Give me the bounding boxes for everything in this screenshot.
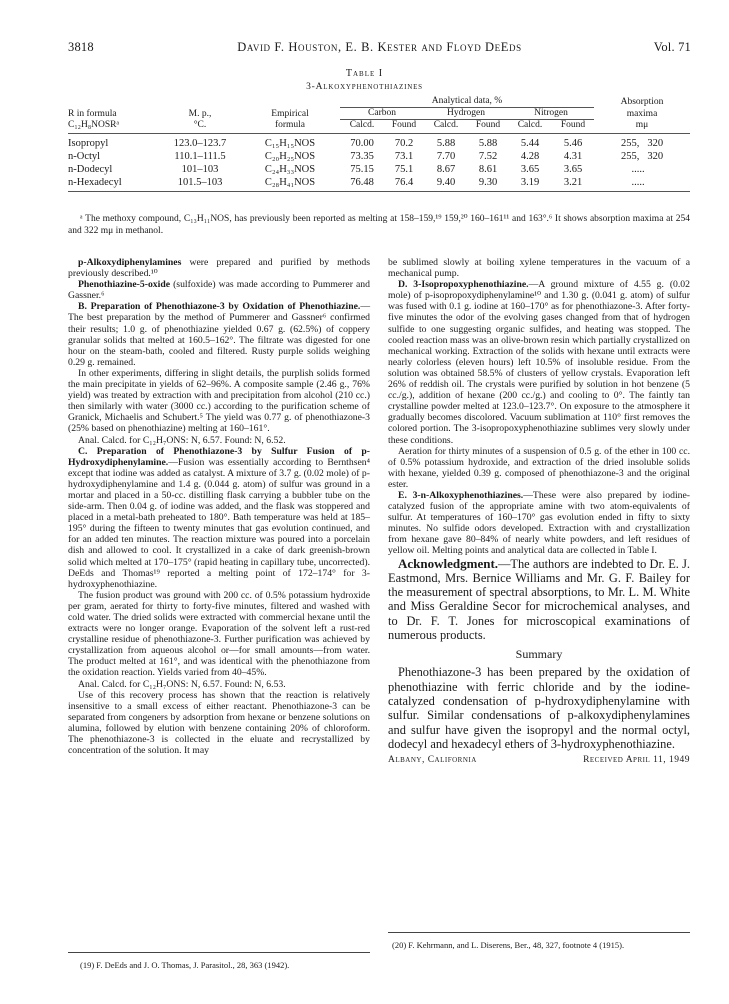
nitrogen-found-cell: 3.65 bbox=[563, 164, 583, 175]
paragraph bbox=[388, 490, 690, 557]
running-header bbox=[68, 40, 691, 58]
summary-text: Phenothiazone-3 has been prepared by the oxidation of phenothiazine with ferric chloride and by the iodine-catalyzed condensation of p-hydroxydiphenylamine with sulfur. Similar condensations of p-alkoxydiphenylamines and sulfur have given the isopropyl and the normal octyl, dodecyl and hexadecyl ethers of 3-hydroxyphenothiazine. bbox=[388, 665, 690, 751]
absorption-max-1: 255, bbox=[620, 138, 640, 149]
nitrogen-calcd-cell: 5.44 bbox=[520, 138, 540, 149]
paragraph-text: —A ground mixture of 4.55 g. (0.02 mole) of p-isopropoxydiphenylamine¹⁰ and 1.30 g. (0.041 g. atom) of sulfur was fused with 0.1 g. iodine at 160–170° as for phenothiazone-3. After forty-five minutes the odor of the evolving gases changed from that of hydrogen sulfide to one suggesting organic sulfides, and heating was stopped. The cooled reaction mass was an olive-brown resin which partially crystallized on mechanical working. Extraction of the solids with hexane until extracts were nearly colorless (eleven hours) left 10.5% of insoluble residue. From the solution was obtained 58.5% of clusters of yellow crystals. Evaporation left 26% of reddish oil. The crystals were purified by solution in hot benzene (5 cc./g.), addition of hexane (200 cc./g.) and cooling to 0°. The faintly tan crystalline powder melted at 123.0–123.7°. On exposure to the atmosphere it gradually becomes discolored. Vacuum sublimation at 110° first removes the colored portion. The 3-isopropoxyphenothiazine sublimes very slowly under these conditions. bbox=[388, 279, 690, 446]
carbon-found-cell: 76.4 bbox=[384, 176, 424, 192]
paragraph-text: Aeration for thirty minutes of a suspension of 0.5 g. of the ether in 100 cc. of 0.5% potassium hydroxide, and extraction of the dried insoluble solids with hexane, yielded 0.39 g. composed of phenothiazone-3 and the original ester. bbox=[388, 445, 690, 490]
paragraph-heading: p-Alkoxydiphenylamines bbox=[78, 257, 182, 268]
analytical-header: Analytical data, % bbox=[340, 96, 594, 108]
formula-cell: C₂₄H₃₃NOS bbox=[264, 164, 316, 175]
carbon-found-cell: 73.1 bbox=[394, 151, 414, 162]
paragraph-text: —These were also prepared by iodine-catalyzed fusion of the appropriate amine with two atom-equivalents of sulfur. At temperatures of 160–170° gas evolution ended in fifty to sixty minutes. No sulfide odors developed. Extraction with and crystallization from hexane gave 80–84% of nearly white powders, and left residues of yellow oil. Melting points and analytical data are collected in Table I. bbox=[388, 489, 691, 557]
nitrogen-calcd-cell: 3.19 bbox=[508, 176, 552, 192]
nitrogen-found-header: Found bbox=[552, 120, 594, 134]
alkoxyphenothiazine-table bbox=[68, 96, 690, 192]
nitrogen-header: Nitrogen bbox=[508, 108, 594, 120]
table-caption: Table I bbox=[345, 68, 384, 79]
table-footnote: ᵃ The methoxy compound, C₁₃H₁₁NOS, has previously been reported as melting at 158–159,¹⁹ 159,²⁰ 160–161¹¹ and 163°.⁶ It shows absorption maxima at 254 and 322 mμ in methanol. bbox=[68, 214, 690, 236]
mu-header: mμ bbox=[594, 120, 690, 134]
paragraph bbox=[68, 690, 370, 757]
paragraph bbox=[68, 435, 370, 446]
formula-cell: C₂₈H₄₁NOS bbox=[240, 176, 340, 192]
nitrogen-calcd-cell: 4.28 bbox=[520, 151, 540, 162]
hydrogen-calcd-header: Calcd. bbox=[424, 120, 468, 134]
r-cell: n-Octyl bbox=[68, 151, 101, 162]
hydrogen-found-cell: 8.61 bbox=[478, 164, 498, 175]
right-column bbox=[388, 257, 690, 766]
paragraph bbox=[388, 257, 690, 279]
acknowledgment-text: —The authors are indebted to Dr. E. J. Eastmond, Mrs. Bernice Williams and Mr. G. F. Bailey for the measurement of spectral absorptions, to Mr. L. M. White and Miss Geraldine Secor for microchemical analyses, and to Dr. F. T. Jones for microscopical examinations of numerous products. bbox=[388, 556, 690, 643]
paragraph-text: The fusion product was ground with 200 cc. of 0.5% potassium hydroxide per gram, aerated for thirty to forty-five minutes, filtered and washed with cold water. The dried solids were extracted with commercial hexane until the extracts were no longer orange. Evaporation of the solvent left a rust-red crystalline residue of phenothiazone-3. Further purification was achieved by crystallization from aqueous alcohol or—for small amounts—from water. The product melted at 161°, and was identical with the phenothiazone from the oxidation reaction. Yields varied from 40–45%. bbox=[68, 589, 370, 679]
absorption-cell bbox=[594, 150, 690, 163]
hydrogen-found-cell: 5.88 bbox=[478, 138, 498, 149]
r-cell: n-Dodecyl bbox=[68, 164, 113, 175]
paragraph-heading: E. 3-n-Alkoxyphenothiazines. bbox=[398, 489, 524, 501]
maxima-header: maxima bbox=[626, 108, 658, 119]
footnote-20: (20) F. Kehrmann, and L. Diserens, Ber., 48, 327, footnote 4 (1915). bbox=[392, 940, 625, 950]
paragraph bbox=[68, 279, 370, 301]
paragraph-text: Anal. Calcd. for C₁₂H₇ONS: N, 6.57. Found: N, 6.53. bbox=[78, 678, 286, 690]
paragraph-text: be sublimed slowly at boiling xylene temperatures in the vacuum of a mechanical pump. bbox=[388, 257, 690, 280]
carbon-found-cell: 70.2 bbox=[394, 138, 414, 149]
mp-cell: 101.5–103 bbox=[160, 176, 240, 192]
carbon-calcd-cell: 73.35 bbox=[350, 151, 374, 162]
r-formula-header: C₁₂H₈NOSRᵃ bbox=[68, 120, 160, 134]
mp-header: M. p., bbox=[188, 108, 212, 119]
paragraph bbox=[68, 368, 370, 435]
hydrogen-calcd-cell: 9.40 bbox=[424, 176, 468, 192]
paragraph-heading: Phenothiazine-5-oxide bbox=[78, 279, 171, 291]
nitrogen-found-cell: 5.46 bbox=[563, 138, 583, 149]
nitrogen-calcd-cell: 3.65 bbox=[520, 164, 540, 175]
table-row bbox=[68, 163, 690, 176]
carbon-calcd-cell: 70.00 bbox=[350, 138, 374, 149]
mp-cell: 101–103 bbox=[181, 164, 219, 175]
paragraph-heading: D. 3-Isopropoxyphenothiazine. bbox=[398, 279, 529, 291]
formula-cell: C₂₀H₂₅NOS bbox=[264, 151, 316, 162]
mp-unit-header: °C. bbox=[160, 120, 240, 134]
absorption-cell bbox=[594, 176, 690, 192]
location: Albany, California bbox=[388, 755, 477, 766]
paragraph-text: Anal. Calcd. for C₁₂H₇ONS: N, 6.57. Found: N, 6.52. bbox=[78, 434, 286, 446]
paragraph-text: —Fusion was essentially according to Bernthsen⁴ except that iodine was added as catalyst. A mixture of 3.7 g. (0.02 mole) of p-hydroxydiphenylamine and 1.4 g. (0.044 g. atom) of sulfur was ground in a mortar and placed in a 50-cc. distilling flask carrying a bubbler tube on the side-arm. Then 0.04 g. of iodine was added, and the flask was stoppered and placed in a metal-bath preheated to 180°. Bath temperature was held at 185–195° during the fifteen to twenty minutes that gas evolution continued, and for an added ten minutes. The reaction mixture was poured into a porcelain dish and allowed to cool. It crystallized in a cake of dark greenish-brown solid which melted at 170–175° (rapid heating in capillary tube, uncorrected). DeEds and Thomas¹⁹ reported a melting point of 172–174° for 3-hydroxyphenothiazine. bbox=[68, 456, 370, 590]
paragraph-text: In other experiments, differing in slight details, the purplish solids formed the main precipitate in yields of 62–96%. A composite sample (2.46 g., 76% yield) was treated by extraction with and precipitation from alcohol (210 cc.) then similarly with water (3000 cc.) according to the purification scheme of Granick, Michaelis and Schubert.⁵ The yield was 0.77 g. of phenothiazone-3 (25% based on phenothiazine) melting at 160–161°. bbox=[68, 367, 370, 435]
paragraph bbox=[68, 446, 370, 590]
paragraph bbox=[68, 679, 370, 690]
paragraph-text: Use of this recovery process has shown that the reaction is relatively insensitive to a small excess of either reactant. Phenothiazone-3 can be separated from congeners by adsorption from hexane or benzene solutions on alumina, followed by elution with benzene containing 20% of chloroform. The phenothiazone-3 is collected in the eluate and recrystallized by concentration of the solution. It may bbox=[68, 689, 370, 757]
absorption-cell bbox=[594, 163, 690, 176]
acknowledgment-title: Acknowledgment. bbox=[398, 555, 499, 571]
author-line: David F. Houston, E. B. Kester and Floyd DeEds bbox=[237, 40, 522, 54]
r-cell: Isopropyl bbox=[68, 138, 109, 149]
paragraph-text: were prepared and purified by methods previously described.¹⁰ bbox=[68, 257, 370, 280]
paragraph-text: (sulfoxide) was made according to Pummerer and Gassner.⁶ bbox=[68, 279, 370, 302]
footnote-rule-left bbox=[68, 952, 370, 953]
mp-cell: 110.1–111.5 bbox=[174, 151, 226, 162]
volume-label: Vol. 71 bbox=[653, 40, 691, 54]
mp-cell: 123.0–123.7 bbox=[173, 138, 227, 149]
paragraph bbox=[68, 590, 370, 679]
carbon-found-cell: 75.1 bbox=[394, 164, 414, 175]
table-title: 3-Alkoxyphenothiazines bbox=[306, 82, 423, 92]
table-row bbox=[68, 150, 690, 163]
absorption-cell bbox=[594, 134, 690, 151]
hydrogen-found-cell: 7.52 bbox=[478, 151, 498, 162]
formula-header: formula bbox=[240, 120, 340, 134]
hydrogen-calcd-cell: 8.67 bbox=[436, 164, 456, 175]
absorption-max-2: 320 bbox=[647, 138, 664, 149]
hydrogen-found-cell: 9.30 bbox=[468, 176, 508, 192]
absorption-max-1: ..... bbox=[631, 164, 645, 175]
received-date: Received April 11, 1949 bbox=[583, 755, 690, 766]
paragraph bbox=[68, 257, 370, 279]
hydrogen-calcd-cell: 5.88 bbox=[436, 138, 456, 149]
absorption-max-1: 255, bbox=[620, 151, 640, 162]
empirical-header: Empirical bbox=[271, 108, 309, 119]
paragraph-heading: C. Preparation of Phenothiazone-3 by Sulfur Fusion of p-Hydroxydiphenylamine. bbox=[68, 445, 370, 468]
r-header: R in formula bbox=[68, 108, 117, 119]
hydrogen-header: Hydrogen bbox=[424, 108, 508, 120]
absorption-header: Absorption bbox=[620, 96, 664, 107]
nitrogen-calcd-header: Calcd. bbox=[508, 120, 552, 134]
carbon-calcd-header: Calcd. bbox=[340, 120, 384, 134]
table-row bbox=[68, 176, 690, 192]
absorption-max-1: ..... bbox=[631, 177, 645, 188]
right-column-body bbox=[388, 257, 690, 557]
address-line bbox=[388, 755, 690, 766]
paragraph-heading: B. Preparation of Phenothiazone-3 by Oxidation of Phenothiazine. bbox=[78, 301, 361, 313]
table-body bbox=[68, 134, 690, 192]
paragraph bbox=[68, 301, 370, 368]
r-cell: n-Hexadecyl bbox=[68, 176, 160, 192]
footnote-rule-right bbox=[388, 932, 690, 933]
carbon-header: Carbon bbox=[340, 108, 424, 120]
summary-title: Summary bbox=[515, 647, 563, 662]
left-column bbox=[68, 257, 370, 756]
hydrogen-found-header: Found bbox=[468, 120, 508, 134]
formula-cell: C₁₅H₁₅NOS bbox=[264, 138, 316, 149]
carbon-calcd-cell: 76.48 bbox=[340, 176, 384, 192]
paragraph-text: —The best preparation by the method of Pummerer and Gassner⁶ confirmed their results; 1.0 g. of phenothiazine yielded 0.67 g. (62.5%) of coppery granular solids that melted at 160.5–162°. The filtrate was digested for one hour on the steam-bath, cooled and filtered. Rusty purple solids weighing 0.29 g. remained. bbox=[68, 301, 370, 368]
hydrogen-calcd-cell: 7.70 bbox=[436, 151, 456, 162]
table-row bbox=[68, 134, 690, 151]
nitrogen-found-cell: 3.21 bbox=[552, 176, 594, 192]
carbon-calcd-cell: 75.15 bbox=[350, 164, 374, 175]
acknowledgment bbox=[388, 557, 690, 643]
paragraph bbox=[388, 279, 690, 445]
nitrogen-found-cell: 4.31 bbox=[563, 151, 583, 162]
absorption-max-2: 320 bbox=[647, 151, 664, 162]
page-number: 3818 bbox=[68, 40, 94, 54]
paragraph bbox=[388, 446, 690, 490]
carbon-found-header: Found bbox=[384, 120, 424, 134]
footnote-19: (19) F. DeEds and J. O. Thomas, J. Parasitol., 28, 363 (1942). bbox=[80, 960, 290, 970]
